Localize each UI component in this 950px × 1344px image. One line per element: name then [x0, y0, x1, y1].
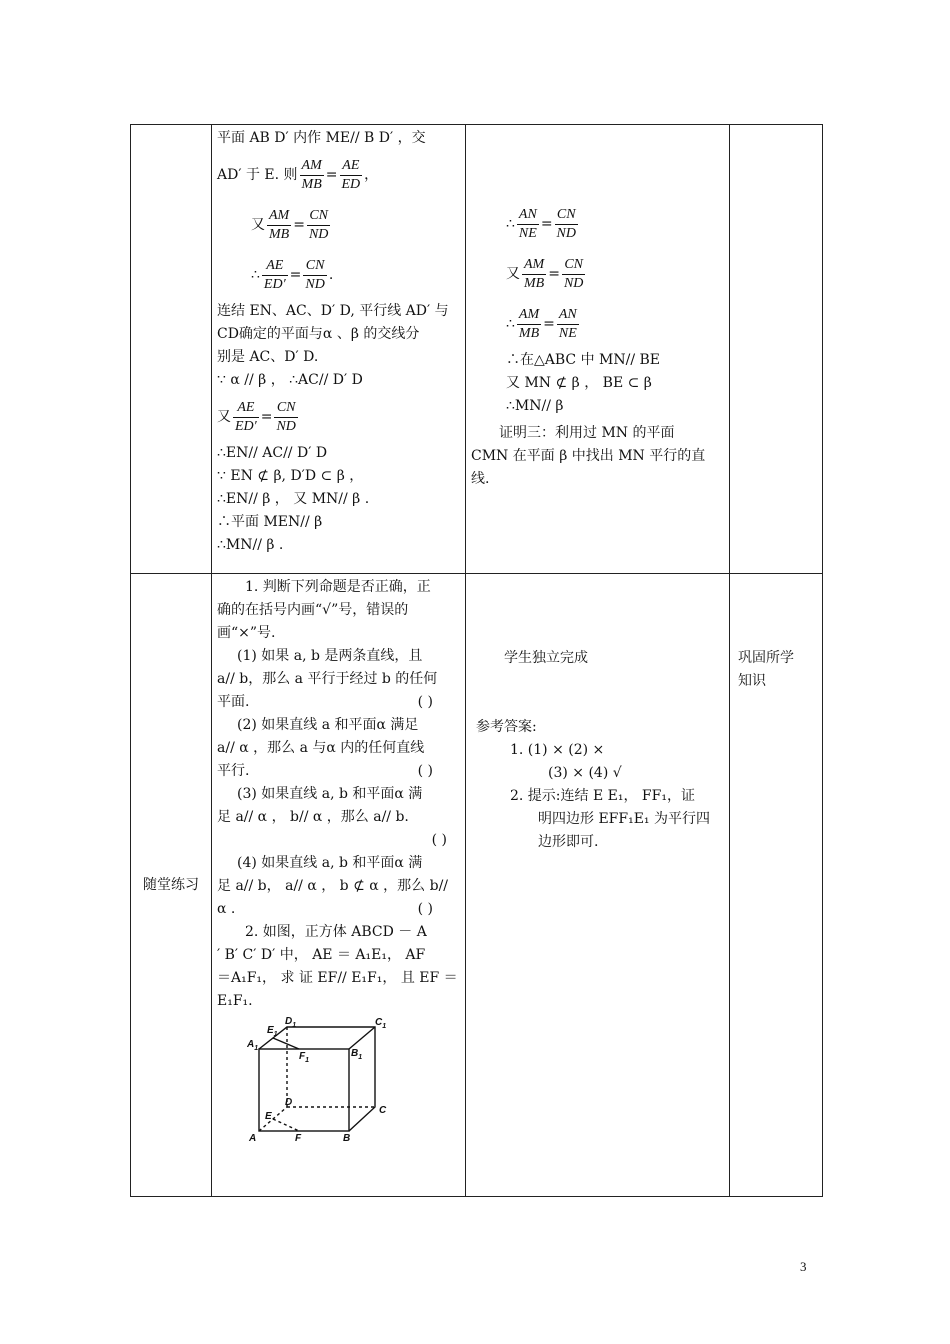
vertex-label: A — [249, 1133, 257, 1142]
fraction-line: 又 $\frac{AM}{MB}$ = $\frac{CN}{ND}$ — [251, 207, 329, 242]
fraction-line: ∴ $\frac{AN}{NE}$ = $\frac{CN}{ND}$ — [506, 206, 576, 241]
student-activity-cell — [466, 574, 730, 1197]
text-line: (3) 如果直线 a, b 和平面α 满 — [237, 786, 423, 802]
vertex-label: E — [265, 1111, 272, 1122]
text-line: 参考答案: — [476, 719, 537, 735]
text-line: 学生独立完成 — [504, 650, 588, 666]
fraction-line: ∴ $\frac{AE}{ED'}$ = $\frac{CN}{ND}$ . — [251, 257, 334, 292]
vertex-label: F — [295, 1133, 302, 1142]
vertex-label: $A_1$ — [247, 1039, 259, 1052]
text-line: 平面 AB D′ 内作 ME// B D′ ，交 — [217, 130, 426, 146]
text-line: ∴EN// β ， 又 MN// β . — [217, 491, 370, 507]
fraction: $\frac{AE}{ED'}$ — [263, 257, 286, 292]
text-line: ∴平面 MEN// β — [217, 514, 323, 530]
stage-label: 随堂练习 — [143, 877, 199, 893]
text-line: 线. — [471, 471, 490, 487]
fraction: $\frac{CN}{ND}$ — [276, 399, 296, 434]
fraction: $\frac{AM}{MB}$ — [518, 306, 540, 341]
answer-paren: ( ) — [417, 901, 433, 917]
text-line: (1) 如果 a, b 是两条直线，且 — [237, 648, 423, 664]
table-row — [131, 574, 823, 1197]
text-line: CMN 在平面 β 中找出 MN 平行的直 — [471, 448, 706, 464]
vertex-label: D — [285, 1097, 293, 1108]
text-line: ∵ α // β ， ∴AC// D′ D — [217, 372, 363, 388]
fraction-line: AD′ 于 E. 则 $\frac{AM}{MB}$ = $\frac{AE}{ED}$ ， — [217, 157, 379, 192]
stage-cell — [131, 574, 212, 1197]
text-line: α . ( ) — [217, 898, 461, 921]
fraction: $\frac{AM}{MB}$ — [301, 157, 322, 192]
text-line: ∵ EN ⊄ β, D′D ⊂ β ， — [217, 468, 364, 484]
text-line: 足 a// b， a// α ， b ⊄ α ，那么 b// — [217, 878, 449, 894]
text-line: E₁F₁. — [217, 993, 253, 1009]
text-line: ′ B′ C′ D′ 中， AE ＝ A₁E₁， AF — [217, 947, 426, 963]
fraction: $\frac{AE}{ED'}$ — [235, 399, 257, 434]
vertex-label: $C_1$ — [375, 1017, 387, 1030]
text-line: (2) 如果直线 a 和平面α 满足 — [237, 717, 419, 733]
text-line: 2. 提示:连结 E E₁， FF₁，证 — [510, 788, 695, 804]
text-line: 确的在括号内画“√”号，错误的 — [217, 602, 409, 618]
text-line: 知识 — [738, 673, 766, 689]
text-line: 别是 AC、D′ D. — [217, 349, 319, 365]
text-line: (4) 如果直线 a, b 和平面α 满 — [237, 855, 423, 871]
fraction: $\frac{AM}{MB}$ — [524, 256, 545, 291]
exercise-cell — [212, 574, 466, 1197]
text-line: ∴MN// β . — [217, 537, 284, 553]
lesson-table — [130, 124, 823, 1197]
answer-paren: ( ) — [417, 763, 433, 779]
text-line: a// b，那么 a 平行于经过 b 的任何 — [217, 671, 438, 687]
text-line: ∴MN// β — [506, 398, 564, 414]
proof-two-cell — [212, 125, 466, 574]
fraction: $\frac{CN}{ND}$ — [308, 207, 329, 242]
text-line: 边形即可. — [538, 834, 599, 850]
vertex-label: $D_1$ — [285, 1017, 297, 1029]
stage-cell-empty — [131, 125, 212, 574]
fraction: $\frac{CN}{ND}$ — [305, 257, 325, 292]
text-line: 画“×”号. — [217, 625, 276, 641]
fraction: $\frac{AE}{ED}$ — [341, 157, 361, 192]
text-line: 巩固所学 — [738, 650, 794, 666]
vertex-label: C — [379, 1105, 387, 1116]
text-line: 又 MN ⊄ β ， BE ⊂ β — [506, 375, 652, 391]
text-line: CD确定的平面与α 、β 的交线分 — [217, 326, 420, 342]
cube-figure — [247, 1017, 397, 1142]
text-line: ∴EN// AC// D′ D — [217, 445, 328, 461]
text-line: 证明三：利用过 MN 的平面 — [499, 425, 675, 441]
text-line: 2. 如图，正方体 ABCD － A — [245, 924, 427, 940]
fraction: $\frac{AM}{MB}$ — [269, 207, 290, 242]
text-line: 连结 EN、AC、D′ D, 平行线 AD′ 与 — [217, 303, 449, 319]
text-line: 平面. ( ) — [217, 691, 461, 714]
vertex-label: B — [343, 1133, 351, 1142]
proof-three-cell — [466, 125, 730, 574]
text-line: (3) × (4) √ — [548, 765, 622, 781]
intent-cell — [730, 574, 823, 1197]
text-line: 平行. ( ) — [217, 760, 461, 783]
fraction-line: 又 $\frac{AE}{ED'}$ = $\frac{CN}{ND}$ — [217, 399, 296, 434]
answer-paren: ( ) — [417, 694, 433, 710]
fraction: $\frac{CN}{ND}$ — [563, 256, 584, 291]
text-line: 明四边形 EFF₁E₁ 为平行四 — [538, 811, 710, 827]
fraction-line: ∴ $\frac{AM}{MB}$ = $\frac{AN}{NE}$ — [506, 306, 577, 341]
text-line: 1. 判断下列命题是否正确，正 — [245, 579, 431, 595]
intent-cell-empty — [730, 125, 823, 574]
vertex-label: $E_1$ — [267, 1025, 278, 1038]
page-number: 3 — [800, 1259, 807, 1274]
text-line: ＝A₁F₁， 求 证 EF// E₁F₁， 且 EF ＝ — [217, 970, 458, 986]
text-line: a// α ，那么 a 与α 内的任何直线 — [217, 740, 425, 756]
vertex-label: $B_1$ — [351, 1048, 363, 1061]
text-line: 1. (1) × (2) × — [510, 742, 605, 758]
vertex-label: $F_1$ — [299, 1051, 310, 1064]
fraction-line: 又 $\frac{AM}{MB}$ = $\frac{CN}{ND}$ — [506, 256, 584, 291]
fraction: $\frac{CN}{ND}$ — [556, 206, 576, 241]
fraction: $\frac{AN}{NE}$ — [558, 306, 577, 341]
fraction: $\frac{AN}{NE}$ — [518, 206, 537, 241]
answer-paren: ( ) — [431, 832, 447, 848]
text-line: 足 a// α ， b// α ，那么 a// b. — [217, 809, 409, 825]
text-line: ∴在△ABC 中 MN// BE — [506, 352, 661, 368]
table-row — [131, 125, 823, 574]
